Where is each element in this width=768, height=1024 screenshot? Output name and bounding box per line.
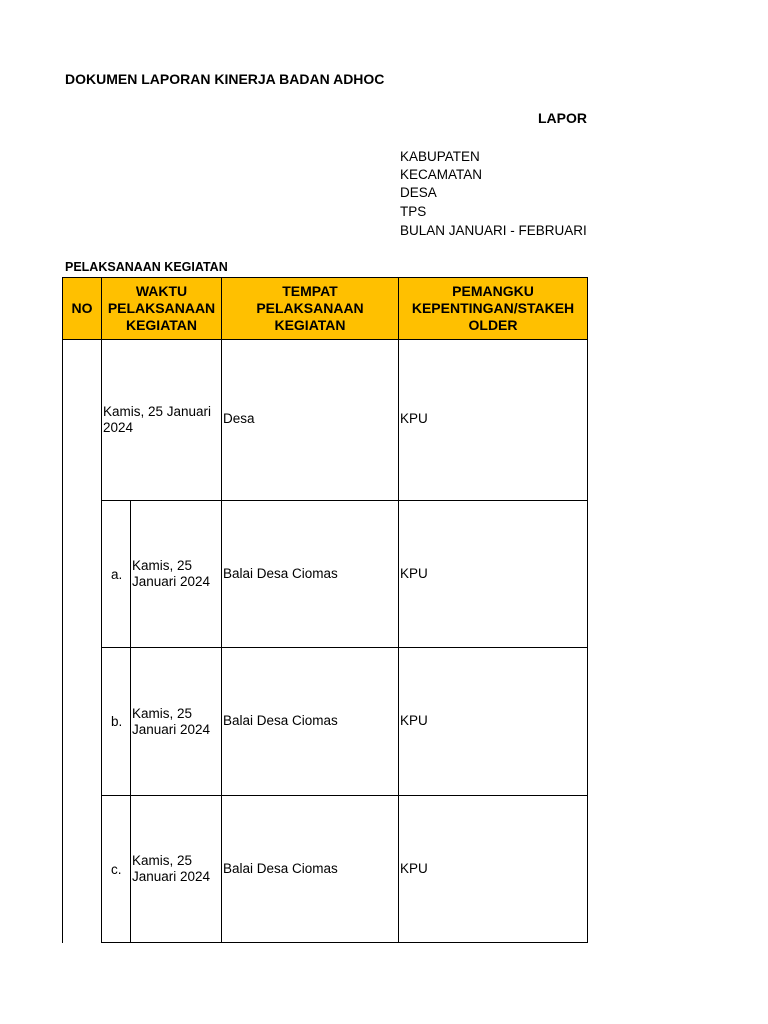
sub-row-label: a. xyxy=(111,567,123,582)
grid-line xyxy=(587,339,588,943)
section-title: PELAKSANAAN KEGIATAN xyxy=(65,260,228,274)
sub-row-pemangku: KPU xyxy=(400,713,428,728)
header-waktu-line: KEGIATAN xyxy=(125,317,198,333)
info-bulan: BULAN JANUARI - FEBRUARI xyxy=(400,223,587,238)
sub-row-waktu xyxy=(132,558,210,590)
sub-row-waktu-line: Kamis, 25 xyxy=(132,558,193,573)
header-pemangku-line: PEMANGKU xyxy=(452,283,534,299)
sub-row-tempat: Balai Desa Ciomas xyxy=(223,713,338,728)
header-tempat-line: KEGIATAN xyxy=(274,317,346,333)
document-title: DOKUMEN LAPORAN KINERJA BADAN ADHOC xyxy=(65,71,385,87)
grid-line xyxy=(221,339,222,943)
info-desa: DESA xyxy=(400,185,437,200)
sub-row-tempat: Balai Desa Ciomas xyxy=(223,566,338,581)
grid-line xyxy=(101,500,588,501)
header-no: NO xyxy=(62,277,102,340)
main-row-waktu-line: Kamis, 25 Januari xyxy=(103,404,212,419)
sub-row-waktu-line: Kamis, 25 xyxy=(132,706,193,721)
header-tempat xyxy=(221,277,399,340)
info-kecamatan: KECAMATAN xyxy=(400,167,483,182)
main-row-waktu-line: 2024 xyxy=(103,420,134,435)
grid-line xyxy=(101,339,102,943)
sub-row-label: b. xyxy=(111,714,123,729)
header-waktu-line: PELAKSANAAN xyxy=(107,300,216,316)
sub-row-waktu-line: Kamis, 25 xyxy=(132,853,193,868)
info-tps: TPS xyxy=(400,204,427,219)
sub-row-waktu xyxy=(132,853,210,885)
sub-row-tempat: Balai Desa Ciomas xyxy=(223,861,338,876)
main-row-waktu xyxy=(103,404,211,436)
grid-line xyxy=(101,795,588,796)
sub-row-waktu xyxy=(132,706,210,738)
header-waktu-line: WAKTU xyxy=(135,283,188,299)
grid-line xyxy=(62,339,63,943)
main-row-tempat: Desa xyxy=(223,411,255,426)
report-heading: LAPOR xyxy=(538,110,587,126)
header-waktu xyxy=(101,277,222,340)
sub-row-waktu-line: Januari 2024 xyxy=(132,722,211,737)
header-tempat-line: PELAKSANAAN xyxy=(256,300,364,316)
sub-row-label: c. xyxy=(111,862,122,877)
sub-row-waktu-line: Januari 2024 xyxy=(132,869,211,884)
main-row-pemangku: KPU xyxy=(400,411,428,426)
grid-line xyxy=(101,647,588,648)
header-pemangku-line: OLDER xyxy=(468,317,518,333)
header-tempat-line: TEMPAT xyxy=(282,283,338,299)
grid-line xyxy=(130,500,131,943)
sub-row-pemangku: KPU xyxy=(400,566,428,581)
grid-line xyxy=(101,942,588,943)
sub-row-waktu-line: Januari 2024 xyxy=(132,574,211,589)
grid-line xyxy=(398,339,399,943)
activity-table xyxy=(62,277,588,943)
header-pemangku xyxy=(398,277,588,340)
header-pemangku-line: KEPENTINGAN/STAKEH xyxy=(411,300,575,316)
sub-row-pemangku: KPU xyxy=(400,861,428,876)
info-kabupaten: KABUPATEN xyxy=(400,149,480,164)
